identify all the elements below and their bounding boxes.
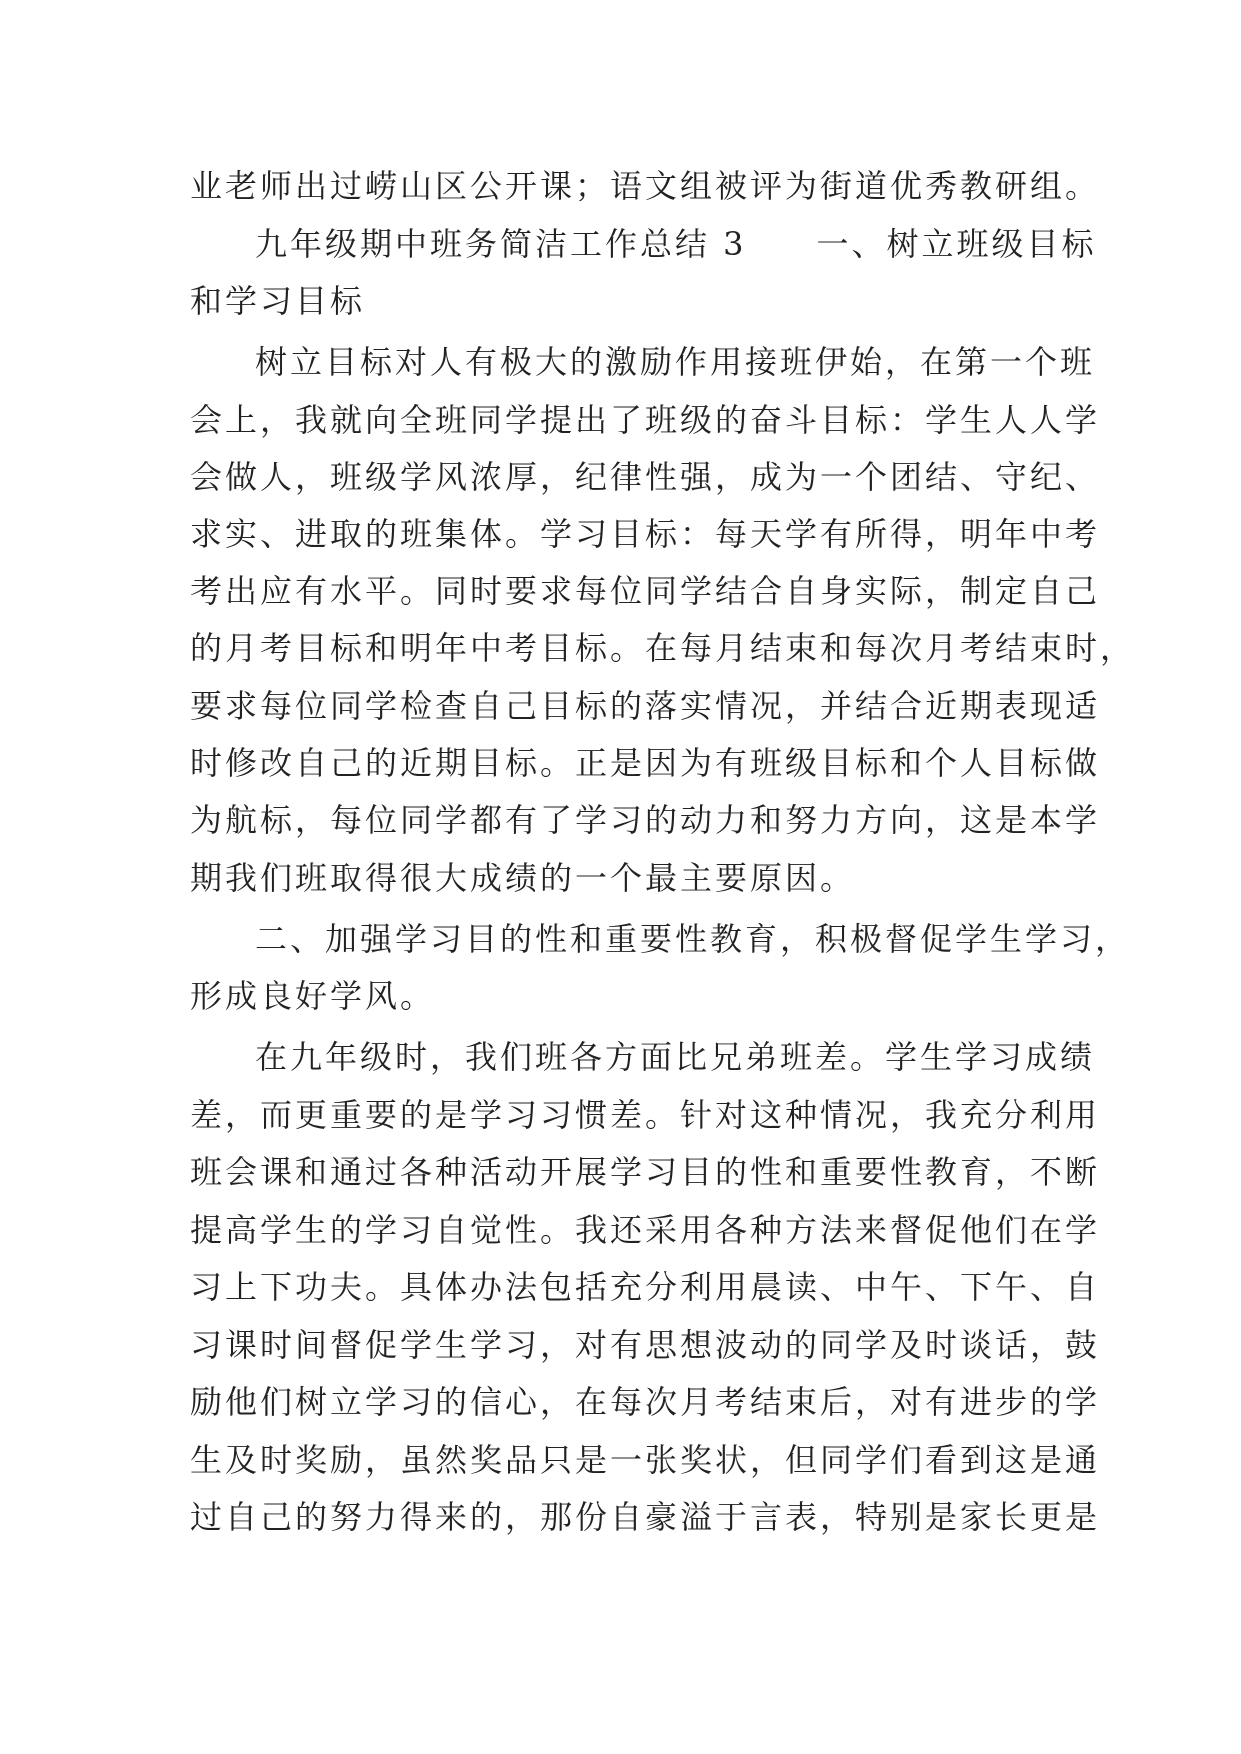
text-line: 励他们树立学习的信心，在每次月考结束后，对有进步的学 bbox=[190, 1383, 1101, 1421]
section-heading-line: 九年级期中班务简洁工作总结 3 一、树立班级目标 bbox=[255, 225, 1097, 263]
text-line: 业老师出过崂山区公开课；语文组被评为街道优秀教研组。 bbox=[190, 167, 1101, 205]
text-line: 习上下功夫。具体办法包括充分利用晨读、中午、下午、自 bbox=[190, 1268, 1101, 1306]
text-line: 时修改自己的近期目标。正是因为有班级目标和个人目标做 bbox=[190, 744, 1101, 782]
text-line: 过自己的努力得来的，那份自豪溢于言表，特别是家长更是 bbox=[190, 1498, 1101, 1536]
text-line: 形成良好学风。 bbox=[190, 977, 436, 1015]
text-line: 考出应有水平。同时要求每位同学结合自身实际，制定自己 bbox=[190, 572, 1101, 610]
text-line: 要求每位同学检查自己目标的落实情况，并结合近期表现适 bbox=[190, 687, 1101, 725]
text-line: 的月考目标和明年中考目标。在每月结束和每次月考结束时， bbox=[190, 629, 1136, 667]
paragraph-start-line: 树立目标对人有极大的激励作用接班伊始，在第一个班 bbox=[255, 343, 1096, 381]
section-heading-line: 二、加强学习目的性和重要性教育，积极督促学生学习， bbox=[255, 920, 1131, 958]
text-line: 差，而更重要的是学习习惯差。针对这种情况，我充分利用 bbox=[190, 1096, 1101, 1134]
text-line: 习课时间督促学生学习，对有思想波动的同学及时谈话，鼓 bbox=[190, 1326, 1101, 1364]
text-line: 期我们班取得很大成绩的一个最主要原因。 bbox=[190, 859, 856, 897]
text-line: 会做人，班级学风浓厚，纪律性强，成为一个团结、守纪、 bbox=[190, 458, 1101, 496]
text-line: 为航标，每位同学都有了学习的动力和努力方向，这是本学 bbox=[190, 801, 1101, 839]
paragraph-start-line: 在九年级时，我们班各方面比兄弟班差。学生学习成绩 bbox=[255, 1038, 1096, 1076]
text-line: 提高学生的学习自觉性。我还采用各种方法来督促他们在学 bbox=[190, 1211, 1101, 1249]
text-line: 班会课和通过各种活动开展学习目的性和重要性教育，不断 bbox=[190, 1153, 1101, 1191]
text-line: 和学习目标 bbox=[190, 282, 366, 320]
text-line: 生及时奖励，虽然奖品只是一张奖状，但同学们看到这是通 bbox=[190, 1441, 1101, 1479]
text-line: 会上，我就向全班同学提出了班级的奋斗目标：学生人人学 bbox=[190, 401, 1101, 439]
text-line: 求实、进取的班集体。学习目标：每天学有所得，明年中考 bbox=[190, 515, 1101, 553]
